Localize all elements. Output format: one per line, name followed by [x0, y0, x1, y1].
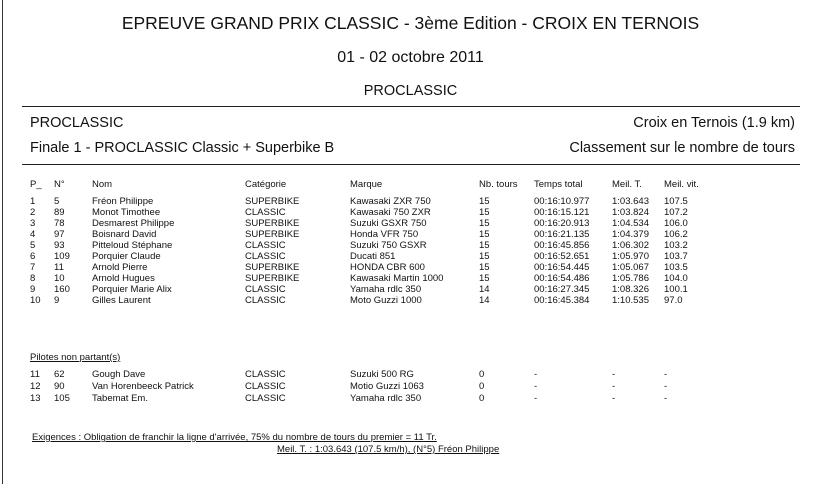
- table-row: [0, 251, 821, 262]
- table-row: [0, 196, 821, 207]
- cell-pos: 11: [30, 369, 40, 380]
- cell-brand: Yamaha rdlc 350: [350, 284, 422, 295]
- cell-name: Pitteloud Stéphane: [92, 240, 173, 251]
- cell-category: CLASSIC: [245, 381, 286, 392]
- cell-num: 5: [54, 196, 60, 207]
- table-row: [0, 284, 821, 295]
- cell-best-speed: 103.7: [664, 251, 688, 262]
- best-lap-note: Meil. T. : 1:03.643 (107.5 km/h), (N°5) Fréon Philippe: [277, 444, 500, 455]
- cell-brand: Suzuki 500 RG: [350, 369, 414, 380]
- cell-laps: 0: [479, 369, 485, 380]
- cell-brand: Moto Guzzi 1000: [350, 295, 422, 306]
- cell-best-lap: 1:06.302: [612, 240, 649, 251]
- cell-num: 10: [54, 273, 65, 284]
- cell-best-lap: 1:03.643: [612, 196, 649, 207]
- cell-laps: 15: [479, 273, 490, 284]
- table-row: [0, 273, 821, 284]
- cell-brand: HONDA CBR 600: [350, 262, 425, 273]
- cell-num: 90: [54, 381, 65, 392]
- cell-best-lap: 1:05.067: [612, 262, 649, 273]
- col-pos: P_: [30, 179, 42, 190]
- cell-category: CLASSIC: [245, 295, 286, 306]
- cell-category: CLASSIC: [245, 207, 286, 218]
- table-row: [0, 229, 821, 240]
- cell-best-speed: -: [664, 393, 668, 404]
- cell-laps: 15: [479, 207, 490, 218]
- event-dates: 01 - 02 octobre 2011: [337, 49, 484, 66]
- race-class-label: PROCLASSIC: [30, 115, 124, 131]
- cell-best-speed: 103.5: [664, 262, 688, 273]
- cell-category: SUPERBIKE: [245, 262, 300, 273]
- cell-laps: 0: [479, 393, 485, 404]
- table-row: [0, 262, 821, 273]
- cell-best-speed: 107.5: [664, 196, 688, 207]
- cell-brand: Motio Guzzi 1063: [350, 381, 424, 392]
- cell-name: Arnold Hugues: [92, 273, 155, 284]
- cell-pos: 5: [30, 240, 36, 251]
- race-name: Finale 1 - PROCLASSIC Classic + Superbike B: [30, 140, 335, 156]
- cell-name: Gough Dave: [92, 369, 146, 380]
- cell-pos: 12: [30, 381, 41, 392]
- cell-category: SUPERBIKE: [245, 229, 300, 240]
- cell-total-time: 00:16:52.651: [534, 251, 590, 262]
- cell-num: 62: [54, 369, 65, 380]
- cell-brand: Suzuki GSXR 750: [350, 218, 427, 229]
- cell-laps: 14: [479, 284, 490, 295]
- col-brand: Marque: [350, 179, 383, 190]
- cell-pos: 7: [30, 262, 36, 273]
- cell-total-time: 00:16:54.486: [534, 273, 590, 284]
- cell-category: CLASSIC: [245, 393, 286, 404]
- cell-best-lap: 1:05.786: [612, 273, 649, 284]
- cell-total-time: 00:16:21.135: [534, 229, 590, 240]
- cell-name: Fréon Philippe: [92, 196, 154, 207]
- table-row: [0, 381, 821, 392]
- page-title: EPREUVE GRAND PRIX CLASSIC - 3ème Edition - CROIX EN TERNOIS: [121, 13, 700, 33]
- cell-best-lap: 1:05.970: [612, 251, 649, 262]
- cell-total-time: 00:16:45.384: [534, 295, 590, 306]
- cell-best-lap: 1:08.326: [612, 284, 649, 295]
- cell-pos: 6: [30, 251, 36, 262]
- table-row: [0, 207, 821, 218]
- cell-category: CLASSIC: [245, 369, 286, 380]
- col-num: N°: [54, 179, 65, 190]
- col-name: Nom: [92, 179, 113, 190]
- cell-pos: 9: [30, 284, 36, 295]
- cell-pos: 8: [30, 273, 36, 284]
- cell-total-time: 00:16:15.121: [534, 207, 590, 218]
- col-best-lap: Meil. T.: [612, 179, 642, 190]
- cell-brand: Kawasaki Martin 1000: [350, 273, 444, 284]
- col-laps: Nb. tours: [479, 179, 518, 190]
- cell-num: 105: [54, 393, 70, 404]
- category-heading: PROCLASSIC: [363, 83, 458, 99]
- cell-name: Van Horenbeeck Patrick: [92, 381, 194, 392]
- cell-name: Tabemat Em.: [92, 393, 148, 404]
- col-category: Catégorie: [245, 179, 287, 190]
- cell-brand: Honda VFR 750: [350, 229, 419, 240]
- circuit-label: Croix en Ternois (1.9 km): [633, 115, 795, 131]
- cell-brand: Ducati 851: [350, 251, 396, 262]
- cell-pos: 10: [30, 295, 41, 306]
- cell-best-lap: 1:04.379: [612, 229, 649, 240]
- cell-total-time: -: [534, 381, 538, 392]
- cell-best-speed: 106.0: [664, 218, 688, 229]
- cell-total-time: -: [534, 369, 538, 380]
- cell-pos: 3: [30, 218, 36, 229]
- non-starters-heading: Pilotes non partant(s): [30, 352, 121, 363]
- cell-name: Porquier Marie Alix: [92, 284, 172, 295]
- cell-brand: Kawasaki 750 ZXR: [350, 207, 431, 218]
- cell-laps: 15: [479, 196, 490, 207]
- cell-laps: 14: [479, 295, 490, 306]
- cell-best-lap: 1:10.535: [612, 295, 649, 306]
- cell-best-lap: 1:04.534: [612, 218, 649, 229]
- cell-pos: 13: [30, 393, 41, 404]
- cell-name: Monot Timothee: [92, 207, 161, 218]
- cell-name: Porquier Claude: [92, 251, 161, 262]
- table-row: [0, 369, 821, 380]
- cell-total-time: 00:16:10.977: [534, 196, 590, 207]
- cell-total-time: 00:16:20.913: [534, 218, 590, 229]
- cell-brand: Yamaha rdlc 350: [350, 393, 422, 404]
- requirement-note: Exigences : Obligation de franchir la ligne d'arrivée, 75% du nombre de tours du premier = 11 Tr.: [32, 432, 437, 443]
- cell-num: 9: [54, 295, 60, 306]
- cell-num: 109: [54, 251, 70, 262]
- cell-num: 93: [54, 240, 65, 251]
- cell-pos: 2: [30, 207, 36, 218]
- cell-best-speed: 106.2: [664, 229, 688, 240]
- cell-name: Gilles Laurent: [92, 295, 151, 306]
- cell-category: CLASSIC: [245, 240, 286, 251]
- cell-brand: Kawasaki ZXR 750: [350, 196, 431, 207]
- cell-best-speed: 103.2: [664, 240, 688, 251]
- cell-num: 78: [54, 218, 65, 229]
- cell-best-lap: -: [612, 369, 616, 380]
- cell-category: CLASSIC: [245, 251, 286, 262]
- cell-laps: 15: [479, 240, 490, 251]
- cell-total-time: -: [534, 393, 538, 404]
- top-divider: [22, 106, 800, 107]
- cell-best-speed: 97.0: [664, 295, 683, 306]
- cell-name: Desmarest Philippe: [92, 218, 175, 229]
- col-best-speed: Meil. vit.: [664, 179, 699, 190]
- cell-best-speed: 107.2: [664, 207, 688, 218]
- table-row: [0, 393, 821, 404]
- cell-laps: 15: [479, 218, 490, 229]
- cell-laps: 15: [479, 251, 490, 262]
- table-row: [0, 218, 821, 229]
- cell-total-time: 00:16:27.345: [534, 284, 590, 295]
- table-row: [0, 295, 821, 306]
- cell-laps: 15: [479, 229, 490, 240]
- cell-best-lap: 1:03.824: [612, 207, 649, 218]
- cell-category: SUPERBIKE: [245, 218, 300, 229]
- header-divider: [22, 164, 800, 165]
- cell-laps: 0: [479, 381, 485, 392]
- col-total-time: Temps total: [534, 179, 583, 190]
- cell-total-time: 00:16:54.445: [534, 262, 590, 273]
- cell-pos: 1: [30, 196, 36, 207]
- ranking-mode: Classement sur le nombre de tours: [569, 140, 795, 156]
- cell-num: 89: [54, 207, 65, 218]
- cell-category: CLASSIC: [245, 284, 286, 295]
- cell-best-speed: 100.1: [664, 284, 688, 295]
- cell-num: 97: [54, 229, 65, 240]
- cell-best-speed: 104.0: [664, 273, 688, 284]
- cell-name: Boisnard David: [92, 229, 157, 240]
- cell-best-lap: -: [612, 393, 616, 404]
- cell-category: SUPERBIKE: [245, 273, 300, 284]
- cell-best-speed: -: [664, 381, 668, 392]
- table-row: [0, 240, 821, 251]
- cell-total-time: 00:16:45.856: [534, 240, 590, 251]
- cell-category: SUPERBIKE: [245, 196, 300, 207]
- cell-best-speed: -: [664, 369, 668, 380]
- cell-pos: 4: [30, 229, 36, 240]
- cell-laps: 15: [479, 262, 490, 273]
- cell-name: Arnold Pierre: [92, 262, 148, 273]
- cell-num: 11: [54, 262, 64, 273]
- cell-num: 160: [54, 284, 70, 295]
- cell-best-lap: -: [612, 381, 616, 392]
- cell-brand: Suzuki 750 GSXR: [350, 240, 427, 251]
